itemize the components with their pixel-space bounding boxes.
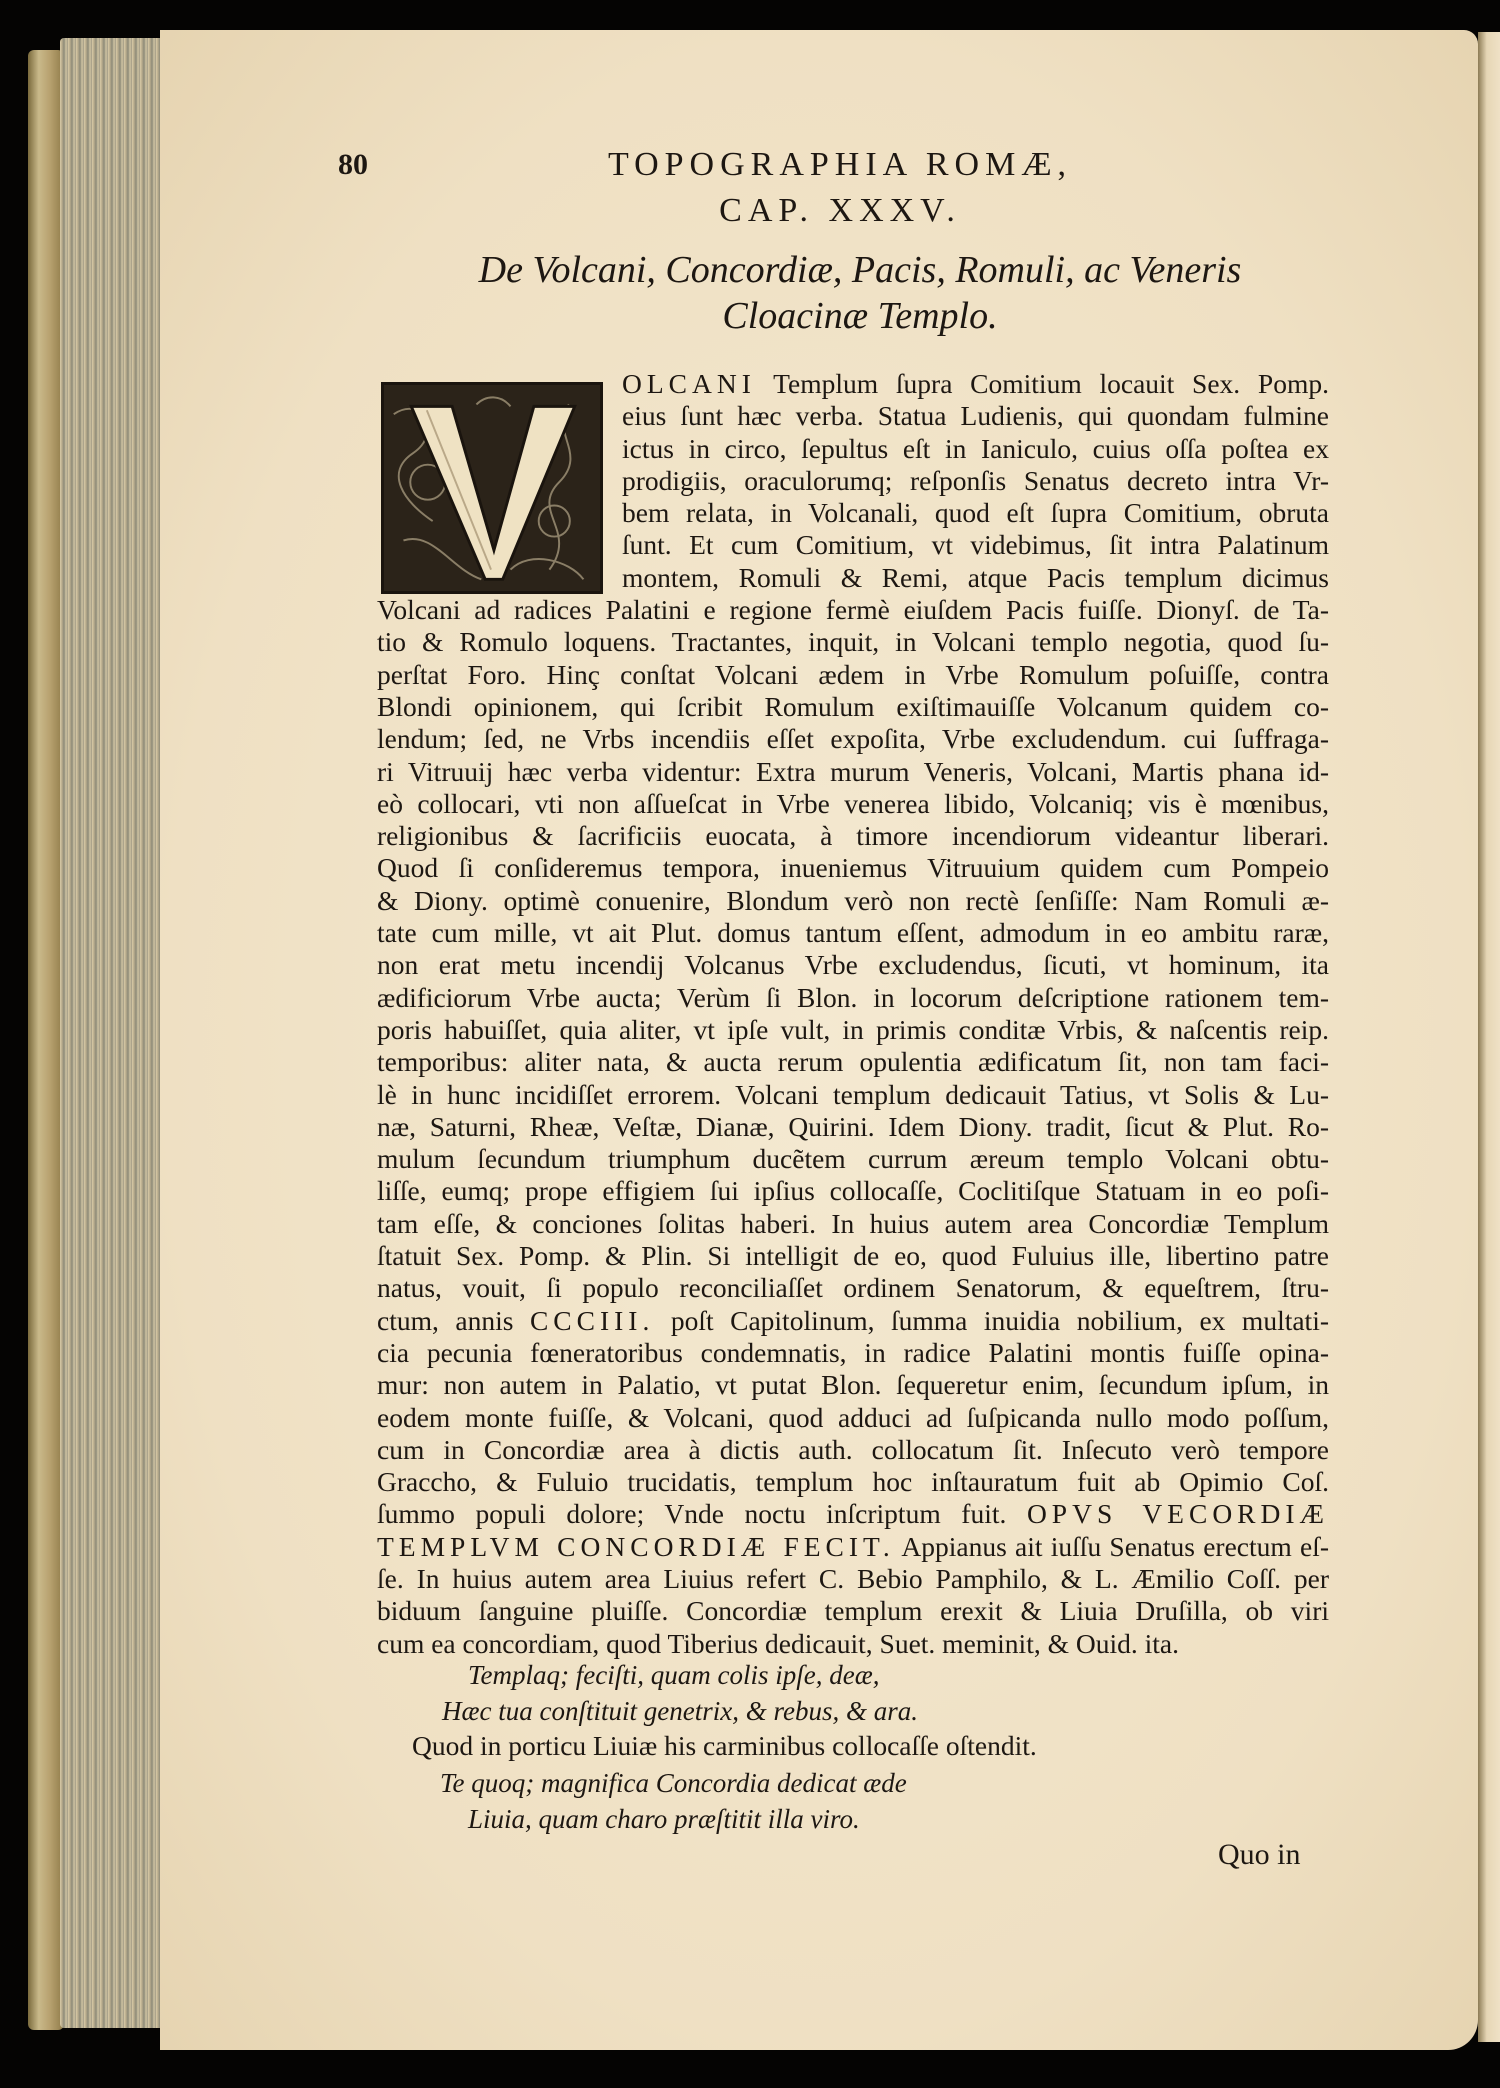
text-line: mur: non autem in Palatio, vt putat Blon. ſequeretur enim, ſecundum ipſum, in xyxy=(377,1369,1329,1401)
inscription-text: TEMPLVM CONCORDIÆ FECIT. xyxy=(377,1530,895,1562)
small-caps-opening: OLCANI xyxy=(622,368,756,399)
page-edges xyxy=(60,38,170,2028)
text-line: Graccho, & Fuluio trucidatis, templum hoc inſtauratum fuit ab Opimio Coſ. xyxy=(377,1466,1329,1498)
text-line: ædificiorum Vrbe aucta; Verùm ſi Blon. in locorum deſcriptione rationem tem- xyxy=(377,981,1329,1013)
text-line-rest: Templum ſupra Comitium locauit Sex. Pomp. xyxy=(755,368,1329,399)
text-fragment: ſummo populi dolore; Vnde noctu inſcriptum fuit. xyxy=(377,1498,1007,1530)
text-line: liſſe, eumq; prope effigiem ſui ipſius collocaſſe, Coclitiſque Statuam in eo poſi- xyxy=(377,1175,1329,1207)
text-line: tate cum mille, vt ait Plut. domus tantum eſſent, admodum in eo ambitu raræ, xyxy=(377,917,1329,949)
text-line: cum ea concordiam, quod Tiberius dedicauit, Suet. meminit, & Ouid. ita. xyxy=(377,1627,1179,1659)
text-line: temporibus: aliter nata, & aucta rerum opulentia ædificatum ſit, non tam faci- xyxy=(377,1046,1329,1078)
text-line: Quod in porticu Liuiæ his carminibus collocaſſe oſtendit. xyxy=(412,1730,1037,1761)
text-line: lendum; ſed, ne Vrbs incendiis eſſet expoſita, Vrbe excludendum. cui ſuffraga- xyxy=(377,723,1329,755)
text-line: tam eſſe, & conciones ſolitas haberi. In huius autem area Concordiæ Templum xyxy=(377,1207,1329,1239)
running-head: TOPOGRAPHIA ROMÆ, xyxy=(607,146,1073,183)
text-line: ictus in circo, ſepultus eſt in Ianiculo, cuius oſſa poſtea ex xyxy=(622,432,1329,464)
verse-line: Templaq; feciſti, quam colis ipſe, deæ, xyxy=(468,1660,880,1690)
book-spine xyxy=(28,50,64,2030)
text-line: biduum ſanguine pluiſſe. Concordiæ templum erexit & Liuia Druſilla, ob viri xyxy=(377,1595,1329,1627)
text-fragment: poſt Capitolinum, ſumma inuidia nobilium, ex multati- xyxy=(654,1304,1329,1336)
text-line xyxy=(377,1531,1329,1563)
text-line xyxy=(377,1305,1329,1337)
text-line: ri Vitruuij hæc verba videntur: Extra murum Veneris, Volcani, Martis phana id- xyxy=(377,755,1329,787)
chapter-title-line: De Volcani, Concordiæ, Pacis, Romuli, ac Veneris xyxy=(478,249,1242,291)
text-line: lè in hunc incidiſſet errorem. Volcani templum dedicauit Tatius, vt Solis & Lu- xyxy=(377,1078,1329,1110)
text-line: non erat metu incendij Volcanus Vrbe excludendus, ſicuti, vt hominum, ita xyxy=(377,949,1329,981)
text-line: mulum ſecundum triumphum ducẽtem currum æreum templo Volcani obtu- xyxy=(377,1143,1329,1175)
text-line: perſtat Foro. Hinç conſtat Volcani ædem in Vrbe Romulum poſuiſſe, contra xyxy=(377,658,1329,690)
text-line: montem, Romuli & Remi, atque Pacis templum dicimus xyxy=(622,561,1329,593)
text-line: natus, vouit, ſi populo reconciliaſſet ordinem Senatorum, & equeſtrem, ſtru- xyxy=(377,1272,1329,1304)
text-line: cia pecunia fœneratoribus condemnatis, in radice Palatini montis fuiſſe opina- xyxy=(377,1336,1329,1368)
page-number: 80 xyxy=(338,148,368,181)
text-fragment: Appianus ait iuſſu Senatus erectum eſ- xyxy=(894,1530,1329,1562)
text-line: poris habuiſſet, quia aliter, vt ipſe vult, in primis conditæ Vrbis, & naſcentis reip. xyxy=(377,1013,1329,1045)
text-line xyxy=(377,368,1329,400)
chapter-heading: CAP. XXXV. xyxy=(719,192,961,229)
text-line: & Diony. optimè conuenire, Blondum verò non rectè ſenſiſſe: Nam Romuli æ- xyxy=(377,884,1329,916)
chapter-title-line: Cloacinæ Templo. xyxy=(722,295,998,337)
text-line: prodigiis, oraculorumq; reſponſis Senatus decreto intra Vr- xyxy=(622,464,1329,496)
text-line: ſe. In huius autem area Liuius refert C. Bebio Pamphilo, & L. Æmilio Coſſ. per xyxy=(377,1562,1329,1594)
text-line: eodem monte fuiſſe, & Volcani, quod adduci ad ſuſpicanda nullo modo poſſum, xyxy=(377,1401,1329,1433)
verse-line: Hæc tua conſtituit genetrix, & rebus, & ara. xyxy=(442,1696,918,1726)
text-line: Quod ſi conſideremus tempora, inueniemus Vitruuium quidem cum Pompeio xyxy=(377,852,1329,884)
facing-page-edge xyxy=(1478,32,1500,2042)
text-line: eius ſunt hæc verba. Statua Ludienis, qui quondam fulmine xyxy=(622,400,1329,432)
text-line: næ, Saturni, Rheæ, Veſtæ, Dianæ, Quirini. Idem Diony. tradit, ſicut & Plut. Ro- xyxy=(377,1110,1329,1142)
text-line: eò collocari, vti non aſſueſcat in Vrbe venerea libido, Volcaniq; vis è mœnibus, xyxy=(377,787,1329,819)
text-line: Volcani ad radices Palatini e regione fermè eiuſdem Pacis fuiſſe. Dionyſ. de Ta- xyxy=(377,594,1329,626)
text-line: religionibus & ſacrificiis euocata, à timore incendiorum videantur liberari. xyxy=(377,820,1329,852)
text-line: ſunt. Et cum Comitium, vt videbimus, ſit intra Palatinum xyxy=(622,529,1329,561)
inscription-text: OPVS VECORDIÆ xyxy=(1026,1498,1329,1530)
text-line: bem relata, in Volcanali, quod eſt ſupra Comitium, obruta xyxy=(622,497,1329,529)
body-text xyxy=(377,368,1329,1660)
text-line xyxy=(377,1498,1329,1530)
verse-line: Liuia, quam charo præſtitit illa viro. xyxy=(468,1804,860,1834)
text-line: ſtatuit Sex. Pomp. & Plin. Si intelligit de eo, quod Fuluius ille, libertino patre xyxy=(377,1240,1329,1272)
text-fragment: ctum, annis xyxy=(377,1304,530,1336)
verse-line: Te quoq; magnifica Concordia dedicat æde xyxy=(440,1768,907,1798)
text-line: Blondi opinionem, qui ſcribit Romulum exiſtimauiſſe Volcanum quidem co- xyxy=(377,690,1329,722)
catchword: Quo in xyxy=(1218,1838,1301,1871)
text-line: tio & Romulo loquens. Tractantes, inquit, in Volcani templo negotia, quod ſu- xyxy=(377,626,1329,658)
roman-numeral: CCCIII. xyxy=(529,1304,655,1336)
text-line: cum in Concordiæ area à dictis auth. collocatum ſit. Inſecuto verò tempore xyxy=(377,1433,1329,1465)
